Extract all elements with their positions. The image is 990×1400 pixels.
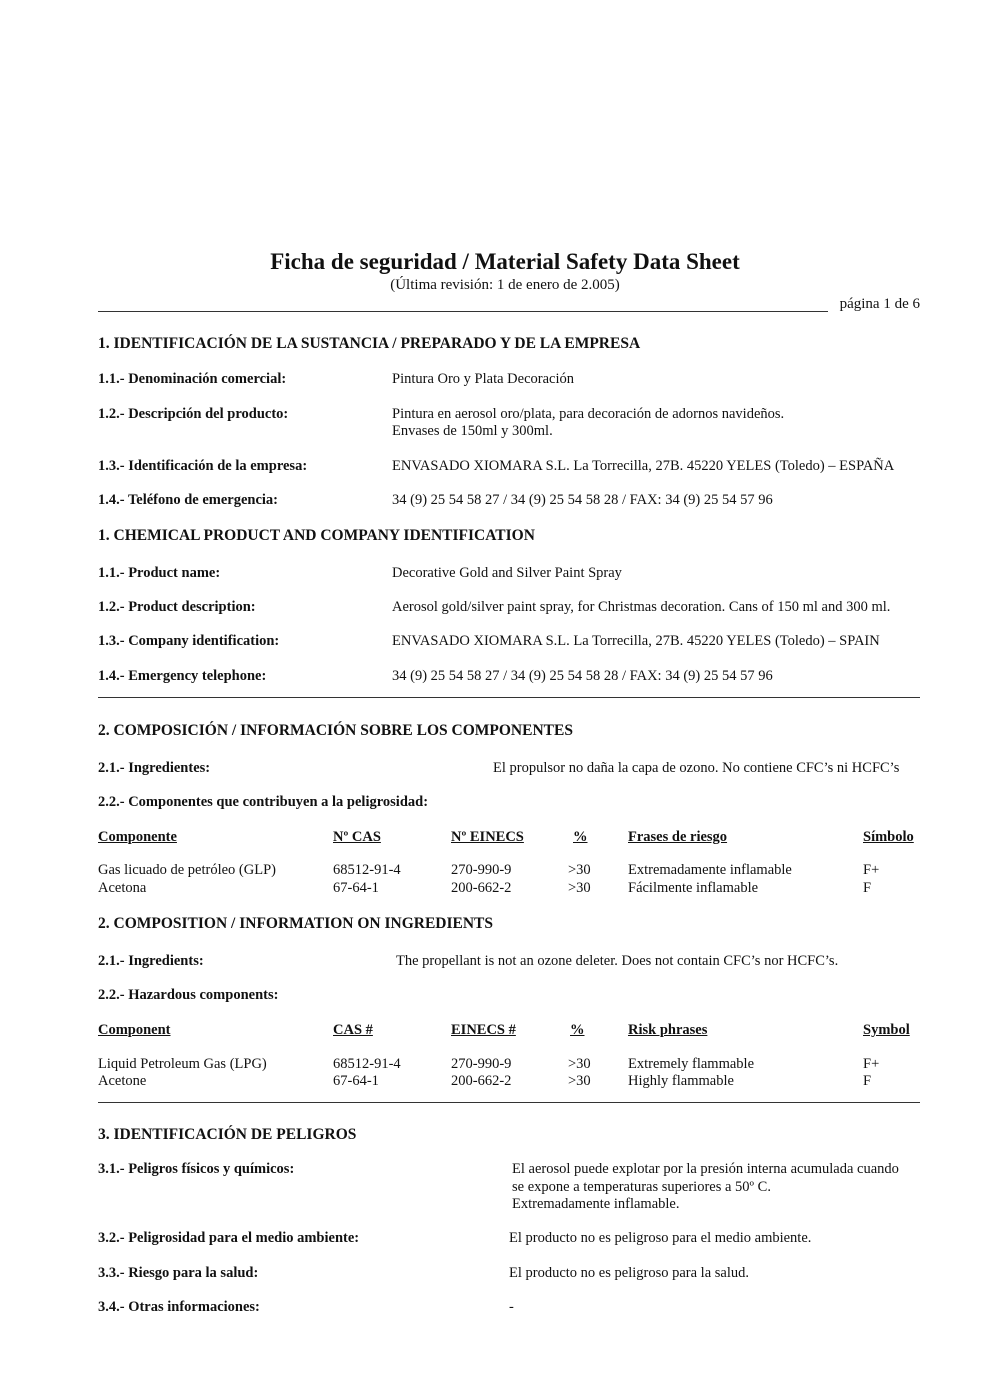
table-cell: F (863, 880, 872, 896)
table-header: Risk phrases (628, 1022, 708, 1038)
field-value: El producto no es peligroso para el medio ambiente. (509, 1230, 812, 1246)
field-value: se expone a temperaturas superiores a 50º C. (512, 1179, 771, 1195)
table-cell: 67-64-1 (333, 880, 379, 896)
table-cell: F+ (863, 1056, 880, 1072)
field-value: Pintura en aerosol oro/plata, para decoración de adornos navideños. (392, 406, 785, 422)
field-label: 1.4.- Teléfono de emergencia: (98, 492, 279, 508)
table-header: Component (98, 1022, 171, 1038)
field-label: 2.2.- Hazardous components: (98, 987, 279, 1003)
table-cell: >30 (568, 1073, 591, 1089)
table-header: Symbol (863, 1022, 910, 1038)
table-header: % (570, 1022, 585, 1038)
table-cell: 270-990-9 (451, 1056, 512, 1072)
table-cell: F (863, 1073, 872, 1089)
section-1-en-heading: 1. CHEMICAL PRODUCT AND COMPANY IDENTIFICATION (98, 527, 535, 544)
field-label: 1.2.- Descripción del producto: (98, 406, 289, 422)
table-cell: Acetone (98, 1073, 147, 1089)
section-divider (98, 1102, 920, 1103)
table-header: Símbolo (863, 829, 914, 845)
field-label: 1.3.- Identificación de la empresa: (98, 458, 308, 474)
document-title: Ficha de seguridad / Material Safety Data Sheet (270, 249, 740, 274)
field-label: 3.3.- Riesgo para la salud: (98, 1265, 259, 1281)
field-label: 1.3.- Company identification: (98, 633, 280, 649)
table-cell: 270-990-9 (451, 862, 512, 878)
table-header: Componente (98, 829, 177, 845)
field-label: 1.2.- Product description: (98, 599, 256, 615)
table-cell: Fácilmente inflamable (628, 880, 759, 896)
field-label: 3.1.- Peligros físicos y químicos: (98, 1161, 295, 1177)
table-cell: Extremely flammable (628, 1056, 755, 1072)
field-value: El aerosol puede explotar por la presión interna acumulada cuando (512, 1161, 899, 1177)
revision-date: (Última revisión: 1 de enero de 2.005) (390, 277, 620, 293)
table-header: EINECS # (451, 1022, 516, 1038)
field-value: - (509, 1299, 514, 1315)
header-rule (98, 311, 828, 312)
field-value: 34 (9) 25 54 58 27 / 34 (9) 25 54 58 28 / FAX: 34 (9) 25 54 57 96 (392, 492, 773, 508)
table-cell: 68512-91-4 (333, 862, 401, 878)
section-2-en-heading: 2. COMPOSITION / INFORMATION ON INGREDIENTS (98, 915, 494, 932)
table-cell: Liquid Petroleum Gas (LPG) (98, 1056, 267, 1072)
field-label: 1.4.- Emergency telephone: (98, 668, 267, 684)
table-cell: >30 (568, 1056, 591, 1072)
table-cell: F+ (863, 862, 880, 878)
field-value: El producto no es peligroso para la salud. (509, 1265, 749, 1281)
field-value: Aerosol gold/silver paint spray, for Christmas decoration. Cans of 150 ml and 300 ml. (392, 599, 891, 615)
field-value: ENVASADO XIOMARA S.L. La Torrecilla, 27B. 45220 YELES (Toledo) – ESPAÑA (392, 458, 895, 474)
field-label: 1.1.- Product name: (98, 565, 221, 581)
table-cell: Highly flammable (628, 1073, 734, 1089)
page-number: página 1 de 6 (839, 296, 920, 312)
field-label: 1.1.- Denominación comercial: (98, 371, 287, 387)
table-cell: 200-662-2 (451, 1073, 512, 1089)
field-value: Extremadamente inflamable. (512, 1196, 680, 1212)
table-cell: 68512-91-4 (333, 1056, 401, 1072)
field-value: The propellant is not an ozone deleter. Does not contain CFC’s nor HCFC’s. (396, 953, 839, 969)
table-header: % (573, 829, 588, 845)
table-header: CAS # (333, 1022, 373, 1038)
section-3-es-heading: 3. IDENTIFICACIÓN DE PELIGROS (98, 1126, 357, 1143)
field-value: 34 (9) 25 54 58 27 / 34 (9) 25 54 58 28 / FAX: 34 (9) 25 54 57 96 (392, 668, 773, 684)
field-value: El propulsor no daña la capa de ozono. No contiene CFC’s ni HCFC’s (493, 760, 900, 776)
table-cell: 67-64-1 (333, 1073, 379, 1089)
field-label: 3.2.- Peligrosidad para el medio ambiente: (98, 1230, 360, 1246)
section-1-es-heading: 1. IDENTIFICACIÓN DE LA SUSTANCIA / PREPARADO Y DE LA EMPRESA (98, 335, 641, 352)
table-cell: 200-662-2 (451, 880, 512, 896)
field-label: 2.1.- Ingredientes: (98, 760, 211, 776)
table-header: Frases de riesgo (628, 829, 728, 845)
field-label: 3.4.- Otras informaciones: (98, 1299, 260, 1315)
table-cell: >30 (568, 862, 591, 878)
field-value: Decorative Gold and Silver Paint Spray (392, 565, 622, 581)
table-cell: >30 (568, 880, 591, 896)
table-cell: Acetona (98, 880, 147, 896)
section-divider (98, 697, 920, 698)
section-2-es-heading: 2. COMPOSICIÓN / INFORMACIÓN SOBRE LOS COMPONENTES (98, 722, 573, 739)
field-value: Pintura Oro y Plata Decoración (392, 371, 575, 387)
field-label: 2.1.- Ingredients: (98, 953, 204, 969)
table-cell: Gas licuado de petróleo (GLP) (98, 862, 276, 878)
field-value: Envases de 150ml y 300ml. (392, 423, 553, 439)
table-header: Nº EINECS (451, 829, 524, 845)
field-label: 2.2.- Componentes que contribuyen a la peligrosidad: (98, 794, 429, 810)
table-header: Nº CAS (333, 829, 381, 845)
field-value: ENVASADO XIOMARA S.L. La Torrecilla, 27B. 45220 YELES (Toledo) – SPAIN (392, 633, 880, 649)
table-cell: Extremadamente inflamable (628, 862, 792, 878)
